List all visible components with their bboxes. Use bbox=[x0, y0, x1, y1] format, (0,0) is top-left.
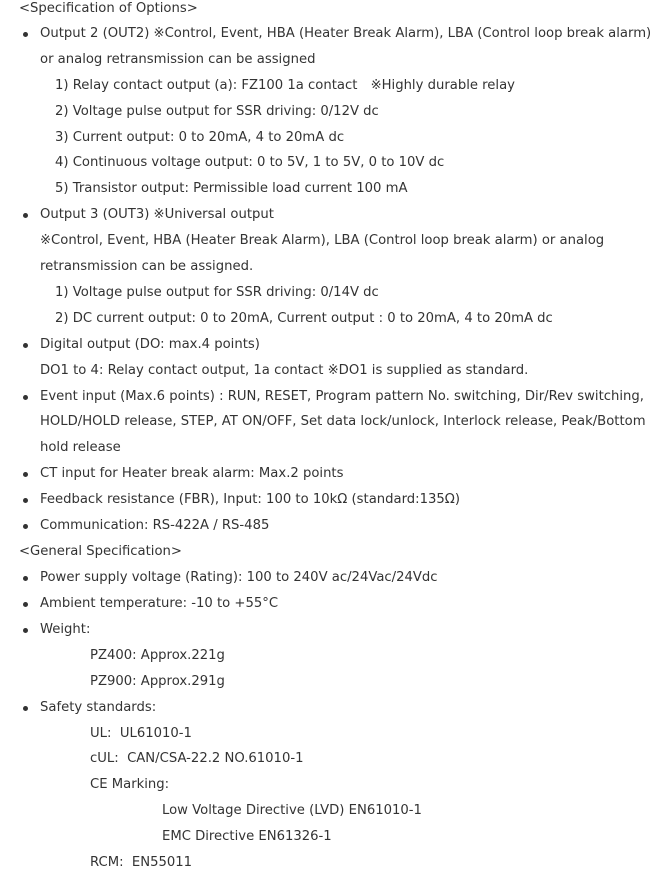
out3-item: 2) DC current output: 0 to 20mA, Current output : 0 to 20mA, 4 to 20mA dc bbox=[55, 311, 553, 326]
bullet-icon bbox=[23, 576, 28, 581]
weight-title: Weight: bbox=[40, 622, 91, 637]
feedback-resistance: Feedback resistance (FBR), Input: 100 to 10kΩ (standard:135Ω) bbox=[40, 492, 461, 507]
weight-item: PZ900: Approx.291g bbox=[90, 674, 225, 689]
ce-emc: EMC Directive EN61326-1 bbox=[162, 829, 332, 844]
bullet-icon bbox=[23, 628, 28, 633]
event-input-line: HOLD/HOLD release, STEP, AT ON/OFF, Set data lock/unlock, Interlock release, Peak/Bottom bbox=[40, 414, 646, 429]
ambient-temperature: Ambient temperature: -10 to +55°C bbox=[40, 596, 279, 611]
event-input-line: Event input (Max.6 points) : RUN, RESET, Program pattern No. switching, Dir/Rev switching, bbox=[40, 389, 644, 404]
out3-item: 1) Voltage pulse output for SSR driving: 0/14V dc bbox=[55, 285, 379, 300]
out2-item: 5) Transistor output: Permissible load current 100 mA bbox=[55, 181, 408, 196]
communication: Communication: RS-422A / RS-485 bbox=[40, 518, 270, 533]
bullet-icon bbox=[23, 602, 28, 607]
safety-cul: cUL: CAN/CSA-22.2 NO.61010-1 bbox=[90, 751, 304, 766]
event-input-line: hold release bbox=[40, 440, 121, 455]
out2-item: 4) Continuous voltage output: 0 to 5V, 1 to 5V, 0 to 10V dc bbox=[55, 155, 445, 170]
safety-title: Safety standards: bbox=[40, 700, 157, 715]
general-heading: <General Specification> bbox=[19, 544, 182, 559]
weight-item: PZ400: Approx.221g bbox=[90, 648, 225, 663]
options-heading: <Specification of Options> bbox=[19, 1, 198, 16]
bullet-icon bbox=[23, 32, 28, 37]
out2-title-cont: or analog retransmission can be assigned bbox=[40, 52, 316, 67]
out3-desc-cont: retransmission can be assigned. bbox=[40, 259, 254, 274]
bullet-icon bbox=[23, 395, 28, 400]
out2-title: Output 2 (OUT2) ※Control, Event, HBA (Heater Break Alarm), LBA (Control loop break alarm) bbox=[40, 26, 652, 41]
bullet-icon bbox=[23, 706, 28, 711]
bullet-icon bbox=[23, 524, 28, 529]
out3-title: Output 3 (OUT3) ※Universal output bbox=[40, 207, 274, 222]
safety-rcm: RCM: EN55011 bbox=[90, 855, 193, 870]
out3-desc: ※Control, Event, HBA (Heater Break Alarm), LBA (Control loop break alarm) or analog bbox=[40, 233, 605, 248]
out2-item: 3) Current output: 0 to 20mA, 4 to 20mA dc bbox=[55, 130, 345, 145]
digital-output-title: Digital output (DO: max.4 points) bbox=[40, 337, 260, 352]
out2-item: 2) Voltage pulse output for SSR driving: 0/12V dc bbox=[55, 104, 379, 119]
power-supply: Power supply voltage (Rating): 100 to 240V ac/24Vac/24Vdc bbox=[40, 570, 438, 585]
ce-marking-title: CE Marking: bbox=[90, 777, 170, 792]
ct-input: CT input for Heater break alarm: Max.2 points bbox=[40, 466, 344, 481]
bullet-icon bbox=[23, 343, 28, 348]
safety-ul: UL: UL61010-1 bbox=[90, 726, 192, 741]
out2-item: 1) Relay contact output (a): FZ100 1a contact ※Highly durable relay bbox=[55, 78, 515, 93]
bullet-icon bbox=[23, 213, 28, 218]
ce-lvd: Low Voltage Directive (LVD) EN61010-1 bbox=[162, 803, 422, 818]
bullet-icon bbox=[23, 498, 28, 503]
bullet-icon bbox=[23, 472, 28, 477]
digital-output-desc: DO1 to 4: Relay contact output, 1a contact ※DO1 is supplied as standard. bbox=[40, 363, 529, 378]
